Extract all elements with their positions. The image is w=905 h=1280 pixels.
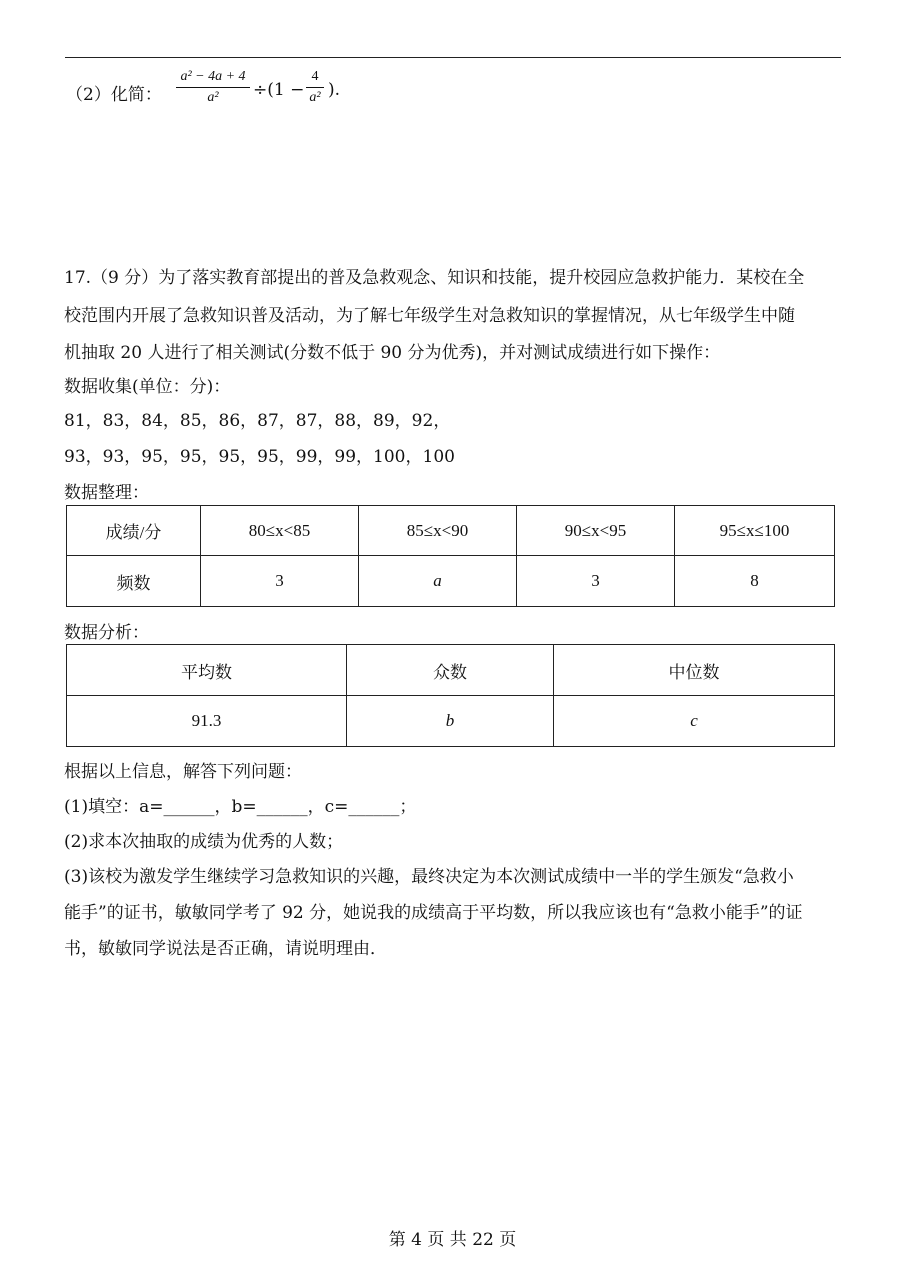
division-open: ÷(1 − (253, 80, 305, 100)
sub-question-3-line2: 能手”的证书，敏敏同学考了 92 分，她说我的成绩高于平均数，所以我应该也有“急救小能手”的证 (64, 903, 803, 923)
part2-label: （2）化简： (66, 85, 162, 105)
sub-question-3-line3: 书，敏敏同学说法是否正确，请说明理由． (64, 939, 387, 959)
table-cell: 平均数 (67, 645, 347, 696)
q17-line1: 17.（9 分）为了落实教育部提出的普及急救观念、知识和技能，提升校园应急救护能力．某校在全 (64, 268, 805, 288)
sub-question-1: (1)填空：a=______，b=______，c=______； (64, 797, 417, 817)
fraction-2 (306, 69, 324, 106)
collect-label: 数据收集(单位：分)： (64, 377, 231, 397)
fraction-1-denominator: a² (207, 90, 219, 105)
table-cell: c (554, 696, 835, 747)
table-cell: 中位数 (554, 645, 835, 696)
table-cell: b (347, 696, 554, 747)
table-cell: 频数 (67, 556, 201, 607)
header-rule (65, 57, 841, 58)
frequency-table-row (67, 556, 835, 607)
table-cell: a (359, 556, 517, 607)
sub-question-3-line1: (3)该校为激发学生继续学习急救知识的兴趣，最终决定为本次测试成绩中一半的学生颁发“急救小 (64, 867, 794, 887)
frequency-table (66, 505, 835, 607)
q17-line2: 校范围内开展了急救知识普及活动，为了解七年级学生对急救知识的掌握情况，从七年级学生中随 (64, 306, 795, 326)
sub-question-2: (2)求本次抽取的成绩为优秀的人数； (64, 832, 344, 852)
table-cell: 90≤x<95 (517, 506, 675, 556)
fraction-2-denominator: a² (309, 90, 321, 105)
table-cell: 80≤x<85 (201, 506, 359, 556)
data-row-2: 93，93，95，95，95，95，99，99，100，100 (64, 447, 455, 467)
statistics-table-row (67, 696, 835, 747)
table-cell: 成绩/分 (67, 506, 201, 556)
fraction-1 (176, 69, 250, 106)
expression-close: ). (328, 80, 341, 100)
table-cell: 3 (517, 556, 675, 607)
fraction-2-numerator: 4 (311, 69, 319, 84)
table-cell: 3 (201, 556, 359, 607)
table-cell: 85≤x<90 (359, 506, 517, 556)
data-row-1: 81，83，84，85，86，87，87，88，89，92， (64, 411, 451, 431)
page-footer: 第 4 页 共 22 页 (388, 1230, 517, 1250)
table-cell: 众数 (347, 645, 554, 696)
table-cell: 8 (675, 556, 835, 607)
table-cell: 91.3 (67, 696, 347, 747)
statistics-table (66, 644, 835, 747)
frequency-table-header (67, 506, 835, 556)
statistics-table-header (67, 645, 835, 696)
organize-label: 数据整理： (64, 483, 149, 503)
analysis-label: 数据分析： (64, 623, 149, 643)
table-cell: 95≤x≤100 (675, 506, 835, 556)
instruction: 根据以上信息，解答下列问题： (64, 762, 302, 782)
fraction-1-numerator: a² − 4a + 4 (180, 69, 246, 84)
q17-line3: 机抽取 20 人进行了相关测试(分数不低于 90 分为优秀)，并对测试成绩进行如下操作： (64, 343, 721, 363)
